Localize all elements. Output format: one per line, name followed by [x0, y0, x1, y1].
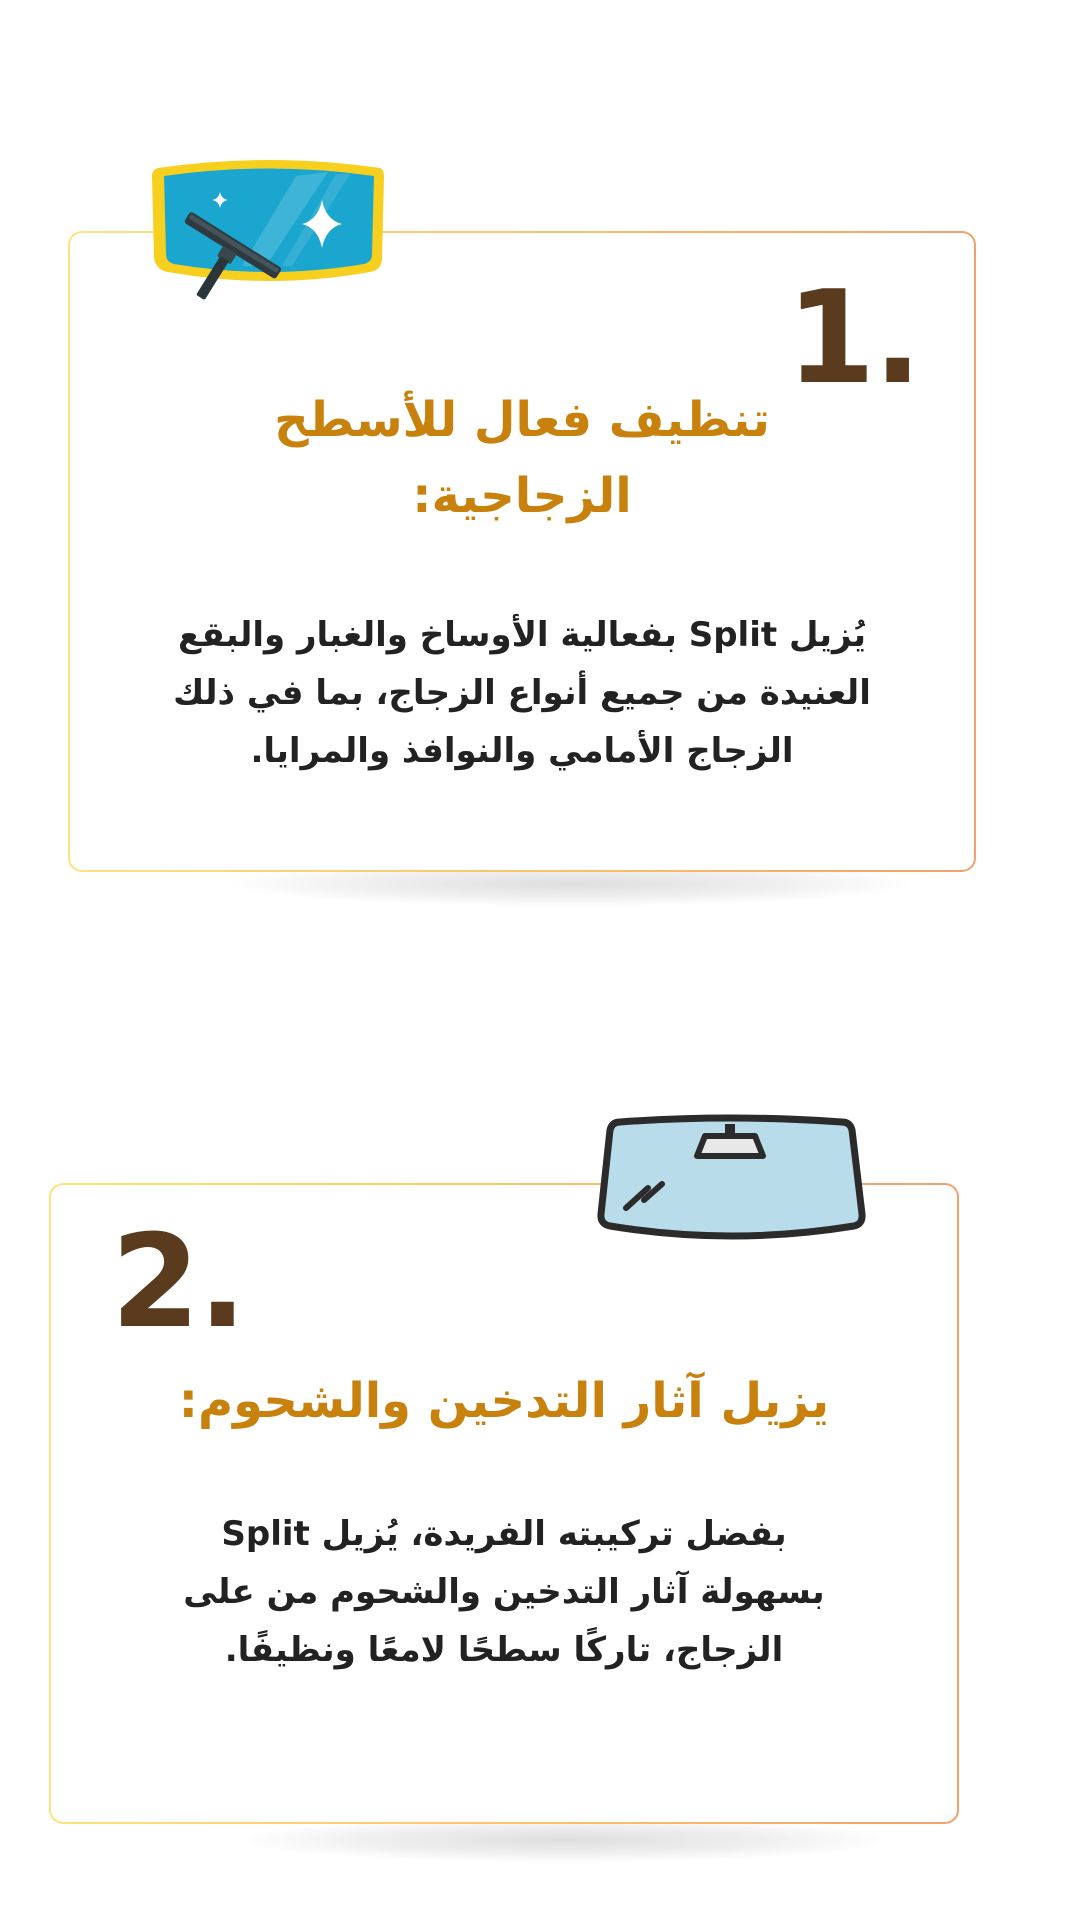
card-title: يزيل آثار التدخين والشحوم:: [178, 1373, 830, 1429]
feature-card-2: [49, 1183, 959, 1824]
card-description: بفضل تركيبته الفريدة، يُزيل Split بسهولة آثار التدخين والشحوم من على الزجاج، تاركًا سطحًا لامعًا ونظيفًا.: [183, 1514, 825, 1670]
card-title: تنظيف فعال للأسطح الزجاجية:: [274, 392, 770, 524]
card-2-shadow: [240, 1818, 890, 1862]
windshield-wiper-sparkle-icon: [146, 158, 392, 300]
card-description: يُزيل Split بفعالية الأوساخ والغبار والبقع العنيدة من جميع أنواع الزجاج، بما في ذلك الزجاج الأمامي والنوافذ والمرايا.: [173, 615, 871, 771]
feature-card-1: [68, 231, 976, 872]
step-number: 1.: [786, 264, 920, 413]
step-number: 2.: [111, 1208, 245, 1357]
windshield-mirror-icon: [596, 1110, 866, 1252]
